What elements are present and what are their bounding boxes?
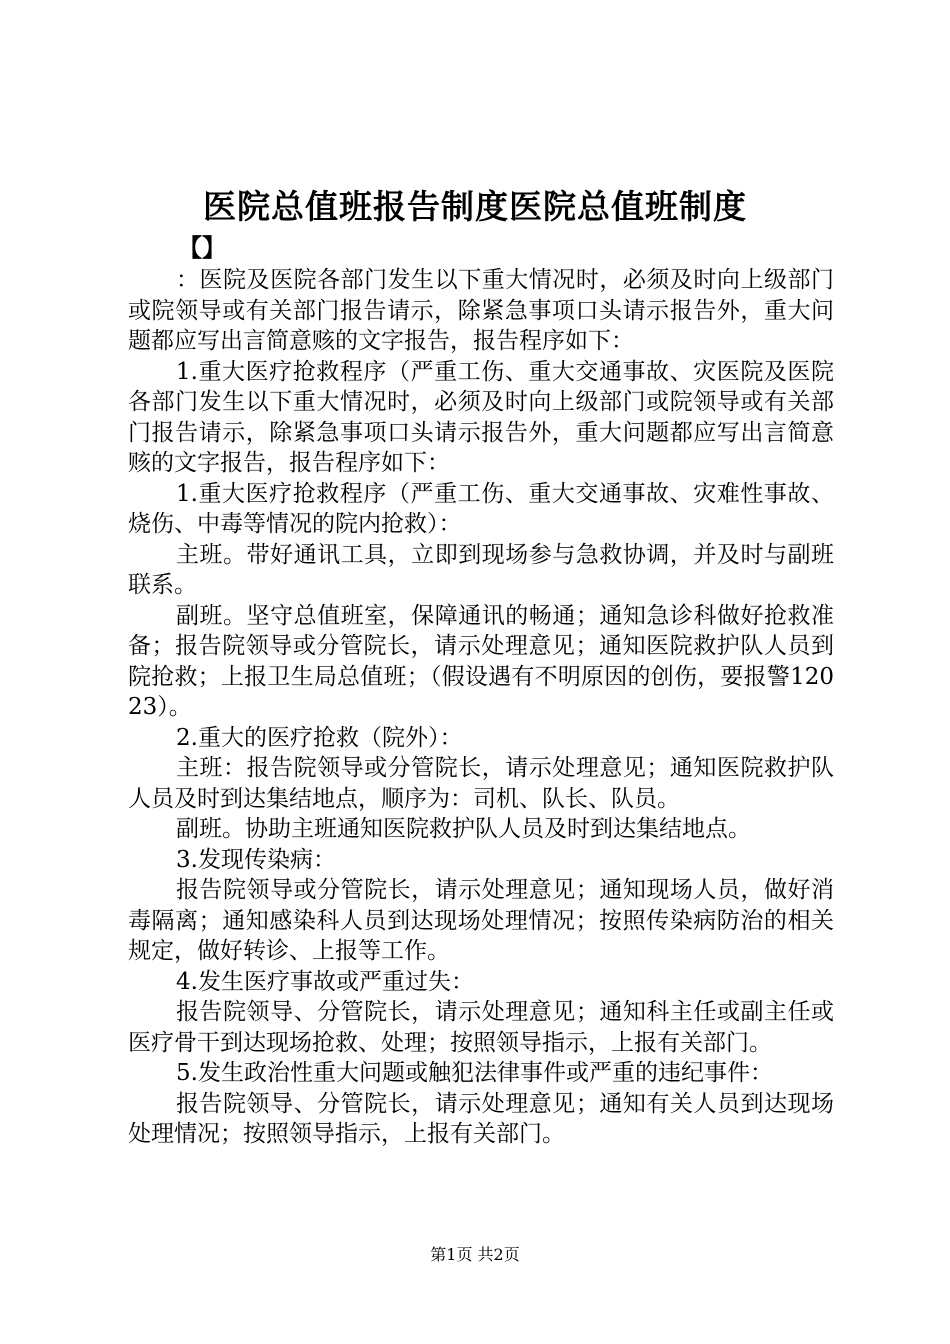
paragraph: ：医院及医院各部门发生以下重大情况时，必须及时向上级部门或院领导或有关部门报告请示，除紧急事项口头请示报告外，重大问题都应写出言简意赅的文字报告，报告程序如下： [128,267,834,354]
paragraph: 2.重大的医疗抢救（院外）： [176,724,463,751]
paragraph: 1.重大医疗抢救程序（严重工伤、重大交通事故、灾难性事故、烧伤、中毒等情况的院内抢救）： [128,480,834,537]
document-body [128,265,834,1150]
document-subtitle: 【】 [178,234,226,262]
paragraph: 5.发生政治性重大问题或触犯法律事件或严重的违纪事件： [176,1060,773,1086]
paragraph: 主班。带好通讯工具，立即到现场参与急救协调，并及时与副班联系。 [128,541,834,598]
paragraph: 副班。坚守总值班室，保障通讯的畅通；通知急诊科做好抢救准备；报告院领导或分管院长，请示处理意见；通知医院救护队人员到院抢救；上报卫生局总值班；（假设遇有不明原因的创伤，要报警12023）。 [128,602,834,720]
paragraph: 报告院领导或分管院长，请示处理意见；通知现场人员，做好消毒隔离；通知感染科人员到达现场处理情况；按照传染病防治的相关规定，做好转诊、上报等工作。 [128,877,834,964]
paragraph: 副班。协助主班通知医院救护队人员及时到达集结地点。 [176,816,751,842]
paragraph: 3.发现传染病： [176,846,336,873]
paragraph: 报告院领导、分管院长，请示处理意见；通知有关人员到达现场处理情况；按照领导指示，上报有关部门。 [128,1090,834,1147]
paragraph: 主班：报告院领导或分管院长，请示处理意见；通知医院救护队人员及时到达集结地点，顺序为：司机、队长、队员。 [128,755,834,812]
paragraph: 1.重大医疗抢救程序（严重工伤、重大交通事故、灾医院及医院各部门发生以下重大情况时，必须及时向上级部门或院领导或有关部门报告请示，除紧急事项口头请示报告外，重大问题都应写出言简意赅的文字报告，报告程序如下： [128,358,834,476]
paragraph: 报告院领导、分管院长，请示处理意见；通知科主任或副主任或医疗骨干到达现场抢救、处理；按照领导指示，上报有关部门。 [128,999,834,1056]
page-footer: 第1页 共2页 [430,1245,520,1264]
document-title: 医院总值班报告制度医院总值班制度 [203,187,747,226]
paragraph: 4.发生医疗事故或严重过失： [176,968,474,995]
